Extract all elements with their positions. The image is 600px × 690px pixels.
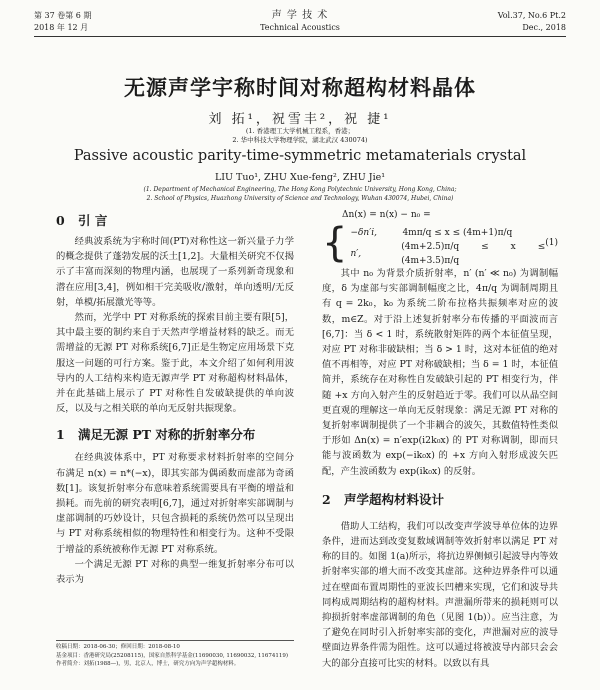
- paragraph: 在经典波体系中，PT 对称要求材料折射率的空间分布满足 n(x) = n*(−x)，即其实部为偶函数而虚部为奇函数[1]。该复折射率分布意味着系统需要具有平衡的增益和损耗。而先前的研究表明[6,7]，通过对折射率实部调制与虚部调制的巧妙设计，只包含损耗的系统仍然可以呈现出与 PT 对称系统相似的物理特性和相变行为。这种不受限于增益的系统被称作无源 PT 对称系统。: [56, 452, 294, 555]
- section-number: 2: [322, 491, 331, 507]
- section-title: 满足无源 PT 对称的折射率分布: [78, 427, 256, 443]
- section-title: 引 言: [78, 213, 108, 228]
- brace-glyph: {: [322, 220, 348, 266]
- affiliation-en-1: (1. Department of Mechanical Engineering, The Hong Kong Polytechnic University, Hong Kong, China;: [143, 186, 457, 193]
- footnote-funding: 基金项目：香港研究局(25208115)，国家自然科学基金(11690030, 11690032, 11674119): [56, 652, 289, 659]
- issue-date: 2018 年 12 月: [34, 23, 89, 32]
- affiliation-zh-2: 2. 华中科技大学物理学院，湖北武汉 430074): [232, 136, 368, 144]
- volume-issue: 第 37 卷第 6 期: [34, 11, 92, 20]
- equation-number: (1): [545, 238, 558, 248]
- affiliations-zh: [0, 127, 600, 145]
- right-column: [322, 208, 558, 669]
- section-number: 0: [56, 213, 65, 228]
- footnote-received: 收稿日期：2018-06-30；修回日期：2018-08-10: [56, 644, 180, 650]
- equation-1: [322, 208, 558, 264]
- left-column: [56, 208, 294, 587]
- paragraph: 然而，光学中 PT 对称系统的探索目前主要有限[5]，其中最主要的制约来自于天然声学增益材料的缺乏。而无需增益的无源 PT 对称系统[6,7]正是生物定应用场景下克服这一问题的可行方案。鉴于此，本文介绍了如何利用波导内的人工结构来构造无源声学 PT 对称超构材料晶体，并在此基础上展示了 PT 对称性自发破缺提供的单向波反，以及与之相关联的单向无反射共振现象。: [56, 312, 294, 415]
- title-en: Passive acoustic parity-time-symmetric metamaterials crystal: [73, 148, 527, 164]
- equation-case-rows: [350, 222, 545, 264]
- paragraph: 一个满足无源 PT 对称的典型一维复折射率分布可以表示为: [56, 558, 294, 586]
- case-1-value: −δn′i,: [350, 227, 377, 238]
- affiliation-en-2: 2. School of Physics, Huazhong University of Science and Technology, Wuhan 430074, Hubei, China): [146, 194, 454, 202]
- section-heading-1: [56, 426, 294, 444]
- running-header: [34, 10, 566, 37]
- volume-en: Vol.37, No.6 Pt.2: [497, 11, 566, 20]
- date-en: Dec., 2018: [522, 23, 566, 32]
- equation-lhs: Δn(x) = n(x) − n₀ =: [342, 210, 431, 220]
- case-2-value: n′,: [350, 248, 362, 259]
- section-number: 1: [56, 427, 65, 443]
- footnote-author: 作者简介：刘拓(1988—)，男，北京人，博士，研究方向为声学超构材料。: [56, 661, 240, 667]
- equation-cases: [322, 222, 558, 264]
- affiliation-zh-1: (1. 香港理工大学机械工程系，香港；: [245, 127, 355, 135]
- authors-zh: 刘 拓¹，祝雪丰²，祝 捷¹: [208, 112, 392, 127]
- section-title: 声学超构材料设计: [344, 491, 445, 507]
- journal-name: [34, 10, 566, 34]
- title-zh: 无源声学宇称时间对称超构材料晶体: [124, 75, 476, 100]
- section-heading-2: [322, 491, 558, 509]
- paragraph: 经典波系统为宇称时间(PT)对称性这一新兴量子力学的概念提供了蓬勃发展的沃土[1,2]。大量相关研究不仅揭示了丰富而深刻的物理内涵，也展现了一系列新奇现象和潜在应用[3,4]，例如相干完美吸收/激射，单向透明/无反射，单模/拓展激光等等。: [56, 236, 294, 308]
- section-heading-intro: [56, 212, 294, 230]
- case-2-condition: (4m+2.5)π/q ≤ x ≤ (4m+3.5)π/q: [401, 241, 546, 266]
- journal-volume-en: [498, 10, 566, 34]
- case-1-condition: 4mπ/q ≤ x ≤ (4m+1)π/q: [402, 227, 513, 238]
- equation-case-2: [350, 243, 545, 264]
- footnote: [56, 640, 294, 669]
- affiliations-en: [0, 186, 600, 203]
- paragraph: 借助人工结构，我们可以改变声学波导单位体的边界条件，进而达到改变复数域调制等效折射率以满足 PT 对称的目的。如图 1(a)所示，将抗边界侧倾引起波导内等效折射率实部的增大而不改变其虚部。这种边界条件可以通过在壁面布置周期性的亚波长凹槽来实现，它们和波导共同构成周期结构的超构材料。声泄漏所带来的损耗则可以抑损折射率虚部调制的角色（见图 1(b)）。应当注意，为了避免在同时引入折射率实部的变化，声泄漏对应的波导壁面边界条件需为阻性。这可以通过将被波导内部只会会大的部分直接可比实的材料。以致以有具: [322, 520, 558, 669]
- paragraph: 其中 n₀ 为背景介质折射率，n′ (n′ ≪ n₀) 为调制幅度，δ 为虚部与实部调制幅度之比，4π/q 为调制周期且有 q = 2k₀，k₀ 为系统二阶布拉格共振频率对应的波数，m∈Z。对于沿上述复折射率分布传播的平面波而言[6,7]：当 δ < 1 时，系统散射矩阵的两个本征值呈现，对应 PT 对称非破缺相；当 δ > 1 时，这对本征值的绝对值不再相等，对应 PT 对称破缺相；当 δ = 1 时，本征值简并，系统存在对称性自发破缺引起的 PT 相变行为，伴随 +x 方向入射产生的反射趋近于零。我们可以从晶空间更直观的理解这一单向无反射现象：满足无源 PT 对称的复折射率调制提供了一个非耦合的波矢，其数值特性类似于形如 Δn(x) = n′exp(i2k₀x) 的 PT 对称调制，即而只能与波函数为 exp(−ik₀x) 的 +x 方向入射形成波矢匹配，产生波函数为 exp(ik₀x) 的反射。: [322, 268, 558, 477]
- journal-name-en: Technical Acoustics: [260, 23, 340, 32]
- authors-en: LIU Tuo¹, ZHU Xue-feng², ZHU Jie¹: [214, 172, 386, 183]
- journal-name-zh: 声 学 技 术: [271, 10, 329, 21]
